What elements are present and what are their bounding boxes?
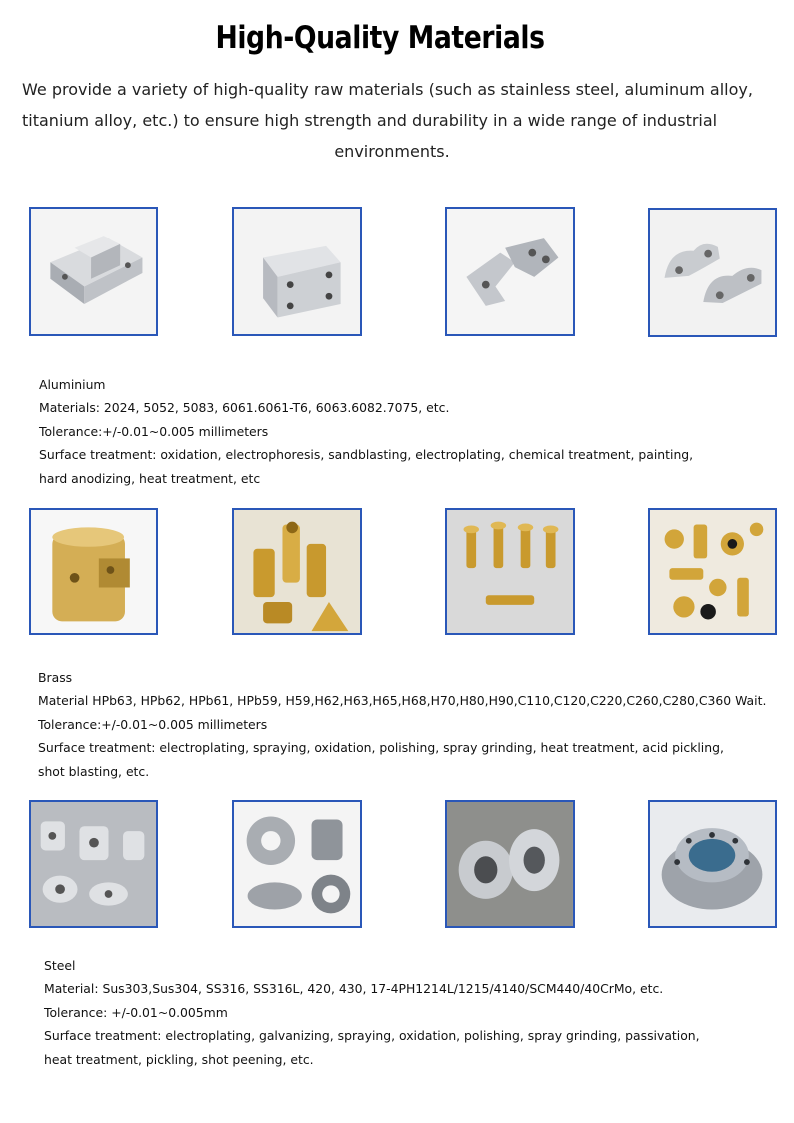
materials-line: Material: Sus303,Sus304, SS316, SS316L, 420, 430, 17-4PH1214L/1215/4140/SCM440/40CrMo, etc. [44,981,664,997]
surface-line: Surface treatment: electroplating, galvanizing, spraying, oxidation, polishing, spray grinding, passivation, [44,1028,700,1044]
intro-paragraph [22,74,762,167]
steel-flanges-gears-photo [232,800,362,928]
intro-line: environments. [334,142,450,161]
tolerance-line: Tolerance:+/-0.01~0.005 millimeters [39,423,269,439]
surface-line: hard anodizing, heat treatment, etc [39,470,261,486]
materials-line: Materials: 2024, 5052, 5083, 6061.6061-T6, 6063.6082.7075, etc. [39,400,450,416]
brass-spec [38,666,766,783]
tolerance-line: Tolerance:+/-0.01~0.005 millimeters [38,716,268,732]
brass-cylinder-part-photo [29,508,158,635]
brass-turned-pins-photo [445,508,575,635]
aluminium-block-part-photo [29,207,158,336]
brass-assorted-fittings-photo [648,508,777,635]
intro-line: We provide a variety of high-quality raw materials (such as stainless steel, aluminum alloy, [22,80,753,99]
steel-bushings-photo [445,800,575,928]
aluminium-bracket-parts-photo [445,207,575,336]
page-title: High-Quality Materials [215,20,545,56]
section-name: Aluminium [39,377,106,392]
surface-line: shot blasting, etc. [38,763,150,779]
brass-knurled-inserts-photo [232,508,362,635]
aluminium-plate-part-photo [232,207,362,336]
materials-line: Material HPb63, HPb62, HPb61, HPb59, H59,H62,H63,H65,H68,H70,H80,H90,C110,C120,C220,C260,C280,C360 Wait. [38,693,767,709]
surface-line: heat treatment, pickling, shot peening, etc. [44,1051,314,1067]
aluminium-spec [39,373,693,490]
surface-line: Surface treatment: electroplating, spraying, oxidation, polishing, spray grinding, heat treatment, acid pickling, [38,740,724,756]
tolerance-line: Tolerance: +/-0.01~0.005mm [44,1004,228,1020]
steel-flange-hub-photo [648,800,777,928]
steel-spec [44,954,700,1071]
section-name: Steel [44,958,76,973]
surface-line: Surface treatment: oxidation, electrophoresis, sandblasting, electroplating, chemical treatment, painting, [39,447,694,463]
steel-turned-parts-photo [29,800,158,928]
section-name: Brass [38,670,73,685]
aluminium-clamp-parts-photo [648,208,777,337]
intro-line: titanium alloy, etc.) to ensure high strength and durability in a wide range of industrial [22,111,718,130]
